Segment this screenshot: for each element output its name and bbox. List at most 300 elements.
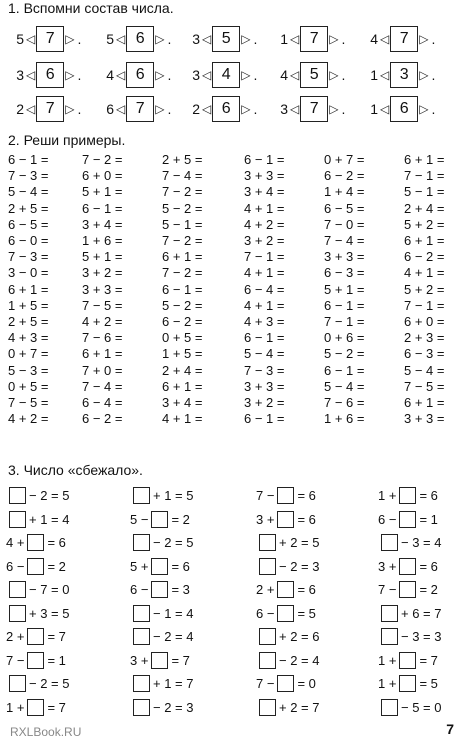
answer-box[interactable]: [277, 487, 294, 504]
composition-total: 6: [36, 62, 64, 88]
answer-box[interactable]: [381, 628, 398, 645]
number-composition-item: [14, 62, 81, 88]
answer-box[interactable]: [277, 675, 294, 692]
missing-number-item: [378, 652, 438, 669]
example: 1 + 6 =: [324, 411, 365, 427]
example: 4 + 2 =: [8, 411, 49, 427]
example: 5 − 3 =: [8, 362, 49, 378]
number-composition-item: [104, 96, 171, 122]
answer-box[interactable]: [9, 487, 26, 504]
arrow-left-icon: ◁: [290, 102, 300, 116]
missing-number-item: [378, 581, 438, 598]
example: 3 + 4 =: [162, 395, 203, 410]
watermark: RXLBook.RU: [10, 725, 82, 739]
example: 5 + 1 =: [324, 281, 365, 297]
arrow-left-icon: ◁: [116, 32, 126, 46]
example: 6 − 1 =: [244, 330, 285, 346]
example: 5 + 2 =: [404, 281, 445, 297]
missing-number-item: [378, 675, 438, 692]
example: 2 + 4 =: [404, 200, 445, 216]
answer-box[interactable]: [259, 652, 276, 669]
missing-number-item: [256, 534, 319, 551]
arrow-left-icon: ◁: [380, 32, 390, 46]
number-composition-item: [368, 96, 435, 122]
example: 5 − 4 =: [8, 184, 49, 200]
example: 6 + 1 =: [404, 152, 445, 167]
missing-number-item: [130, 675, 193, 692]
expression-prefix: 7 −: [6, 652, 25, 668]
expression-suffix: = 7: [47, 699, 66, 715]
example: 1 + 6 =: [82, 233, 123, 248]
answer-box[interactable]: [27, 652, 44, 669]
example: 6 + 1 =: [162, 249, 203, 265]
example: 5 + 1 =: [82, 249, 123, 265]
example: 6 − 5 =: [8, 216, 49, 232]
expression-suffix: + 6 = 7: [401, 605, 442, 621]
example: 7 − 4 =: [82, 378, 123, 394]
missing-number-item: [6, 487, 69, 504]
example: 2 + 5 =: [162, 152, 203, 167]
example: 7 − 3 =: [8, 249, 49, 265]
example: 6 + 0 =: [404, 314, 445, 329]
section-1-title: 1. Вспомни состав числа.: [8, 0, 174, 16]
arrow-left-icon: ◁: [202, 102, 212, 116]
arrow-right-icon: ▷: [329, 32, 339, 46]
example: 6 − 2 =: [162, 314, 203, 329]
answer-box[interactable]: [277, 581, 294, 598]
composition-part: 3: [192, 67, 200, 83]
answer-box[interactable]: [133, 628, 150, 645]
missing-number-item: [256, 652, 319, 669]
composition-total: 7: [390, 26, 418, 52]
example: 7 − 3 =: [244, 362, 285, 378]
arrow-left-icon: ◁: [116, 102, 126, 116]
example: 5 − 4 =: [324, 378, 365, 394]
missing-number-item: [378, 534, 441, 551]
arrow-left-icon: ◁: [202, 68, 212, 82]
answer-box[interactable]: [381, 534, 398, 551]
answer-box[interactable]: [27, 699, 44, 716]
example: 6 + 1 =: [82, 346, 123, 362]
answer-dot: .: [77, 31, 82, 47]
expression-suffix: = 0: [297, 676, 316, 691]
composition-total: 5: [300, 62, 328, 88]
answer-dot: .: [253, 31, 258, 47]
composition-total: 7: [300, 26, 328, 52]
composition-part: 3: [280, 101, 288, 117]
expression-suffix: − 2 = 5: [29, 676, 70, 691]
example: 7 − 5 =: [82, 297, 123, 313]
composition-total: 6: [126, 62, 154, 88]
number-composition-item: [104, 26, 171, 52]
example: 5 − 4 =: [244, 346, 285, 362]
expression-suffix: − 2 = 5: [153, 535, 194, 550]
example: 7 − 0 =: [324, 216, 365, 232]
example: 0 + 5 =: [162, 330, 203, 346]
number-composition-item: [190, 62, 257, 88]
expression-suffix: − 3 = 3: [401, 629, 442, 644]
example: 7 − 5 =: [404, 378, 445, 394]
number-composition-item: [278, 62, 345, 88]
arrow-right-icon: ▷: [65, 32, 75, 46]
expression-suffix: = 6: [297, 511, 316, 527]
missing-number-item: [378, 628, 441, 645]
expression-prefix: 1 +: [6, 699, 25, 715]
expression-prefix: 3 +: [256, 511, 275, 527]
answer-dot: .: [431, 101, 436, 117]
expression-prefix: 1 +: [378, 676, 397, 691]
expression-suffix: + 1 = 7: [153, 676, 194, 691]
missing-number-item: [256, 558, 319, 575]
expression-suffix: = 7: [419, 652, 438, 668]
example: 7 − 6 =: [324, 395, 365, 410]
example: 6 − 1 =: [82, 200, 123, 216]
example: 6 − 1 =: [324, 297, 365, 313]
example: 6 − 1 =: [244, 152, 285, 167]
expression-suffix: − 2 = 3: [279, 558, 320, 574]
number-composition-item: [14, 26, 81, 52]
answer-box[interactable]: [259, 628, 276, 645]
answer-box[interactable]: [9, 511, 26, 528]
example: 6 + 1 =: [404, 395, 445, 410]
arrow-left-icon: ◁: [26, 32, 36, 46]
expression-suffix: − 5 = 0: [401, 699, 442, 715]
answer-dot: .: [431, 67, 436, 83]
answer-box[interactable]: [151, 652, 168, 669]
expression-prefix: 1 +: [378, 652, 397, 668]
missing-number-item: [378, 699, 441, 716]
arrow-left-icon: ◁: [380, 68, 390, 82]
example: 7 − 5 =: [8, 395, 49, 410]
expression-prefix: 7 −: [378, 582, 397, 597]
expression-suffix: − 1 = 4: [153, 605, 194, 621]
expression-suffix: = 6: [171, 558, 190, 574]
example: 0 + 5 =: [8, 378, 49, 394]
example: 7 + 0 =: [82, 362, 123, 378]
answer-box[interactable]: [133, 605, 150, 622]
missing-number-item: [130, 581, 190, 598]
arrow-right-icon: ▷: [155, 32, 165, 46]
answer-box[interactable]: [399, 652, 416, 669]
expression-suffix: − 3 = 4: [401, 535, 442, 550]
answer-dot: .: [167, 67, 172, 83]
arrow-left-icon: ◁: [116, 68, 126, 82]
example: 5 − 4 =: [404, 362, 445, 378]
answer-box[interactable]: [9, 581, 26, 598]
example: 4 + 1 =: [244, 297, 285, 313]
example: 7 − 1 =: [404, 297, 445, 313]
example: 6 − 1 =: [324, 362, 365, 378]
composition-part: 3: [192, 31, 200, 47]
missing-number-item: [256, 511, 316, 528]
composition-total: 6: [126, 26, 154, 52]
example: 3 + 2 =: [244, 395, 285, 410]
expression-suffix: + 2 = 7: [279, 699, 320, 715]
example: 4 + 1 =: [162, 411, 203, 427]
example: 4 + 2 =: [82, 314, 123, 329]
expression-suffix: = 2: [47, 558, 66, 574]
arrow-right-icon: ▷: [65, 68, 75, 82]
missing-number-item: [378, 605, 441, 622]
answer-box[interactable]: [259, 699, 276, 716]
answer-box[interactable]: [151, 558, 168, 575]
example: 7 − 2 =: [82, 152, 123, 167]
answer-dot: .: [167, 31, 172, 47]
answer-dot: .: [77, 101, 82, 117]
example: 7 − 4 =: [162, 168, 203, 184]
expression-suffix: + 2 = 6: [279, 629, 320, 644]
example: 3 + 3 =: [324, 249, 365, 265]
expression-suffix: = 3: [171, 582, 190, 597]
answer-box[interactable]: [133, 487, 150, 504]
missing-number-item: [256, 675, 316, 692]
answer-dot: .: [77, 67, 82, 83]
example: 1 + 4 =: [324, 184, 365, 200]
answer-box[interactable]: [133, 675, 150, 692]
answer-box[interactable]: [259, 534, 276, 551]
expression-suffix: = 5: [297, 605, 316, 621]
arrow-right-icon: ▷: [241, 68, 251, 82]
arrow-right-icon: ▷: [65, 102, 75, 116]
expression-prefix: 7 −: [256, 676, 275, 691]
example: 6 − 2 =: [324, 168, 365, 184]
example: 6 + 1 =: [8, 281, 49, 297]
answer-box[interactable]: [399, 675, 416, 692]
expression-suffix: = 7: [171, 652, 190, 668]
example: 6 − 1 =: [162, 281, 203, 297]
example: 7 − 1 =: [324, 314, 365, 329]
missing-number-item: [256, 628, 319, 645]
section-3-title: 3. Число «сбежало».: [8, 462, 143, 478]
composition-total: 3: [390, 62, 418, 88]
answer-box[interactable]: [27, 534, 44, 551]
arrow-right-icon: ▷: [329, 102, 339, 116]
expression-prefix: 7 −: [256, 488, 275, 503]
example: 0 + 7 =: [8, 346, 49, 362]
missing-number-item: [256, 487, 316, 504]
answer-box[interactable]: [133, 534, 150, 551]
composition-part: 4: [370, 31, 378, 47]
composition-total: 6: [390, 96, 418, 122]
number-composition-item: [104, 62, 171, 88]
missing-number-item: [6, 511, 69, 528]
answer-box[interactable]: [27, 558, 44, 575]
example: 6 − 3 =: [324, 265, 365, 281]
example: 6 − 1 =: [8, 152, 49, 167]
arrow-left-icon: ◁: [290, 68, 300, 82]
example: 4 + 1 =: [404, 265, 445, 281]
example: 4 + 2 =: [244, 216, 285, 232]
expression-suffix: − 2 = 3: [153, 699, 194, 715]
answer-dot: .: [341, 67, 346, 83]
missing-number-item: [6, 534, 66, 551]
expression-prefix: 2 +: [256, 582, 275, 597]
number-composition-item: [190, 96, 257, 122]
answer-dot: .: [341, 31, 346, 47]
number-composition-item: [278, 96, 345, 122]
answer-box[interactable]: [151, 581, 168, 598]
example: 2 + 3 =: [404, 330, 445, 346]
example: 5 − 2 =: [324, 346, 365, 362]
missing-number-item: [256, 699, 319, 716]
expression-prefix: 5 +: [130, 558, 149, 574]
example: 1 + 5 =: [162, 346, 203, 362]
example: 4 + 1 =: [244, 200, 285, 216]
missing-number-item: [130, 534, 193, 551]
expression-suffix: = 6: [47, 535, 66, 550]
example: 4 + 3 =: [244, 314, 285, 329]
expression-prefix: 3 +: [378, 558, 397, 574]
answer-box[interactable]: [133, 699, 150, 716]
composition-total: 7: [300, 96, 328, 122]
arrow-right-icon: ▷: [419, 68, 429, 82]
composition-total: 4: [212, 62, 240, 88]
composition-part: 4: [106, 67, 114, 83]
example: 6 + 1 =: [404, 233, 445, 248]
answer-box[interactable]: [259, 558, 276, 575]
expression-prefix: 6 −: [130, 582, 149, 597]
example: 6 − 2 =: [82, 411, 123, 427]
page-number: 7: [446, 721, 454, 737]
missing-number-item: [130, 652, 190, 669]
example: 6 + 1 =: [162, 378, 203, 394]
composition-total: 7: [126, 96, 154, 122]
example: 1 + 5 =: [8, 297, 49, 313]
expression-suffix: + 1 = 5: [153, 488, 194, 503]
arrow-right-icon: ▷: [241, 32, 251, 46]
answer-box[interactable]: [9, 675, 26, 692]
composition-total: 6: [212, 96, 240, 122]
answer-dot: .: [253, 101, 258, 117]
missing-number-item: [256, 581, 316, 598]
missing-number-item: [6, 699, 66, 716]
example: 6 − 4 =: [244, 281, 285, 297]
arrow-right-icon: ▷: [241, 102, 251, 116]
expression-prefix: 4 +: [6, 535, 25, 550]
expression-prefix: 6 −: [256, 605, 275, 621]
answer-box[interactable]: [277, 511, 294, 528]
example: 3 + 4 =: [244, 184, 285, 200]
arrow-right-icon: ▷: [155, 102, 165, 116]
missing-number-item: [130, 558, 190, 575]
composition-part: 6: [106, 101, 114, 117]
example: 3 − 0 =: [8, 265, 49, 281]
missing-number-item: [378, 487, 438, 504]
example: 3 + 3 =: [82, 281, 123, 297]
example: 5 − 1 =: [162, 216, 203, 232]
example: 7 − 1 =: [404, 168, 445, 184]
composition-part: 3: [16, 67, 24, 83]
example: 7 − 2 =: [162, 233, 203, 248]
expression-suffix: = 2: [419, 582, 438, 597]
missing-number-item: [130, 699, 193, 716]
expression-prefix: 1 +: [378, 488, 397, 503]
example: 7 − 6 =: [82, 330, 123, 346]
example: 3 + 3 =: [244, 378, 285, 394]
number-composition-item: [368, 62, 435, 88]
composition-part: 2: [16, 101, 24, 117]
arrow-left-icon: ◁: [202, 32, 212, 46]
example: 6 − 4 =: [82, 395, 123, 410]
missing-number-item: [256, 605, 316, 622]
composition-total: 7: [36, 96, 64, 122]
arrow-left-icon: ◁: [290, 32, 300, 46]
example: 6 − 0 =: [8, 233, 49, 248]
example: 3 + 2 =: [244, 233, 285, 248]
arrow-left-icon: ◁: [26, 68, 36, 82]
composition-part: 1: [280, 31, 288, 47]
expression-suffix: = 6: [419, 558, 438, 574]
expression-suffix: = 5: [419, 676, 438, 691]
expression-prefix: 2 +: [6, 629, 25, 644]
expression-suffix: + 3 = 5: [29, 605, 70, 621]
answer-dot: .: [167, 101, 172, 117]
expression-prefix: 3 +: [130, 652, 149, 668]
expression-suffix: = 7: [47, 629, 66, 644]
example: 4 + 3 =: [8, 330, 49, 346]
example: 3 + 4 =: [82, 216, 123, 232]
composition-total: 5: [212, 26, 240, 52]
example: 6 + 0 =: [82, 168, 123, 184]
missing-number-item: [6, 675, 69, 692]
answer-box[interactable]: [381, 605, 398, 622]
example: 2 + 4 =: [162, 362, 203, 378]
composition-part: 1: [370, 101, 378, 117]
missing-number-item: [378, 511, 438, 528]
missing-number-item: [6, 558, 66, 575]
answer-box[interactable]: [399, 511, 416, 528]
example: 6 − 1 =: [244, 411, 285, 427]
arrow-right-icon: ▷: [329, 68, 339, 82]
missing-number-item: [6, 628, 66, 645]
expression-suffix: = 6: [297, 488, 316, 503]
expression-suffix: − 2 = 4: [153, 629, 194, 644]
expression-suffix: = 6: [419, 488, 438, 503]
example: 3 + 3 =: [244, 168, 285, 184]
expression-suffix: = 1: [419, 511, 438, 527]
answer-box[interactable]: [9, 605, 26, 622]
number-composition-item: [278, 26, 345, 52]
missing-number-item: [6, 652, 66, 669]
example: 7 − 2 =: [162, 184, 203, 200]
answer-box[interactable]: [277, 605, 294, 622]
expression-prefix: 6 −: [6, 558, 25, 574]
answer-box[interactable]: [381, 699, 398, 716]
example: 3 + 3 =: [404, 411, 445, 427]
number-composition-item: [368, 26, 435, 52]
answer-dot: .: [341, 101, 346, 117]
expression-suffix: = 6: [297, 582, 316, 597]
example: 2 + 5 =: [8, 314, 49, 329]
answer-box[interactable]: [399, 558, 416, 575]
example: 6 − 3 =: [404, 346, 445, 362]
example: 3 + 2 =: [82, 265, 123, 281]
arrow-right-icon: ▷: [419, 32, 429, 46]
composition-part: 5: [106, 31, 114, 47]
answer-box[interactable]: [151, 511, 168, 528]
missing-number-item: [6, 605, 69, 622]
example: 5 − 2 =: [162, 200, 203, 216]
answer-dot: .: [253, 67, 258, 83]
answer-dot: .: [431, 31, 436, 47]
section-2-title: 2. Реши примеры.: [8, 132, 126, 148]
answer-box[interactable]: [399, 581, 416, 598]
answer-box[interactable]: [27, 628, 44, 645]
composition-part: 1: [370, 67, 378, 83]
answer-box[interactable]: [399, 487, 416, 504]
expression-suffix: = 2: [171, 511, 190, 527]
expression-prefix: 5 −: [130, 511, 149, 527]
